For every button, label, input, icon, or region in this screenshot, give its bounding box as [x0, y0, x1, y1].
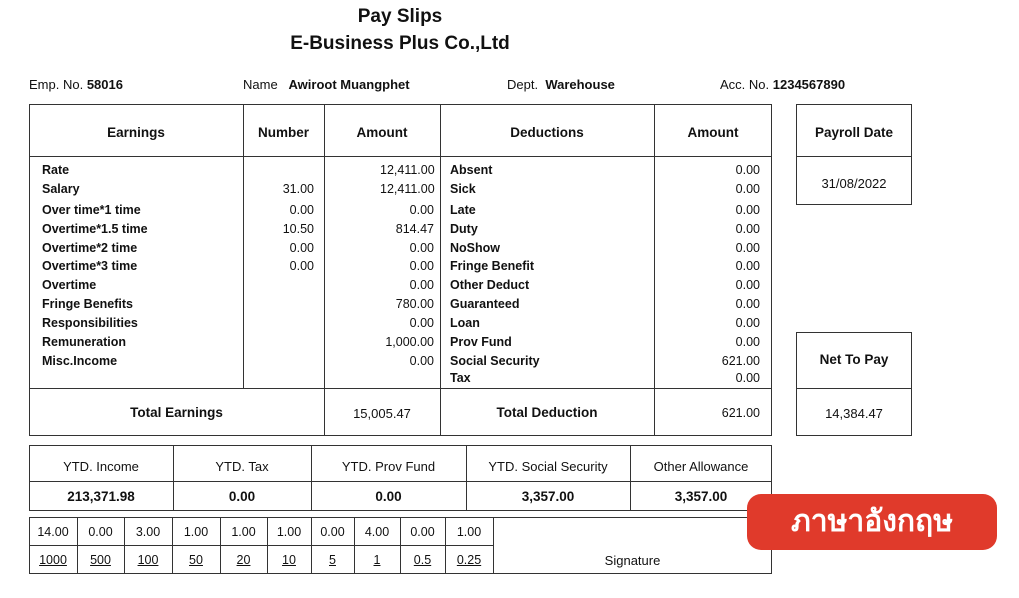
earning-label: Over time*1 time	[42, 203, 141, 217]
earning-label: Overtime*1.5 time	[42, 222, 148, 236]
signature-label: Signature	[604, 553, 661, 568]
number-header: Number	[257, 125, 309, 140]
denom-value: 20	[236, 553, 251, 567]
deduction-amount: 0.00	[735, 316, 760, 330]
denom-value: 50	[189, 553, 203, 567]
denom-value: 1	[373, 553, 381, 567]
col-divider-3	[440, 104, 441, 436]
earning-label: Overtime	[42, 278, 97, 292]
other-allowance-value: 3,357.00	[674, 489, 728, 504]
deductions-header: Deductions	[510, 125, 584, 140]
deduction-label: Prov Fund	[450, 335, 512, 349]
earning-amount: 12,411.00	[380, 182, 435, 196]
col-divider-4	[654, 104, 655, 436]
earning-label: Responsibilities	[42, 316, 138, 330]
totals-divider	[29, 388, 772, 389]
denom-value: 500	[90, 553, 111, 567]
amount2-header: Amount	[687, 125, 739, 140]
earning-amount: 0.00	[409, 316, 434, 330]
earning-number: 31.00	[282, 182, 314, 196]
acc-label: Acc. No.	[720, 77, 770, 92]
denom-value: 0.5	[413, 553, 432, 567]
name-field	[243, 77, 410, 92]
deduction-label: Tax	[450, 371, 471, 385]
dept-value: Warehouse	[545, 77, 615, 92]
language-badge: ภาษาอังกฤษ	[747, 494, 997, 550]
denom-count: 4.00	[364, 525, 390, 539]
deduction-label: Sick	[450, 182, 476, 196]
deduction-label: Social Security	[450, 354, 540, 368]
payroll-date-divider	[796, 156, 912, 157]
ytd-tax-value: 0.00	[228, 489, 256, 504]
emp-no-label: Emp. No.	[29, 77, 84, 92]
company-name: E-Business Plus Co.,Ltd	[290, 33, 510, 54]
deduction-amount: 621.00	[721, 354, 760, 368]
denom-count: 0.00	[320, 525, 345, 539]
earning-amount: 0.00	[409, 241, 434, 255]
deduction-amount: 0.00	[735, 182, 760, 196]
denom-value: 0.25	[456, 553, 482, 567]
deduction-amount: 0.00	[735, 278, 760, 292]
deduction-label: NoShow	[450, 241, 500, 255]
deduction-amount: 0.00	[735, 241, 760, 255]
denom-count: 0.00	[410, 525, 435, 539]
earning-amount: 0.00	[409, 203, 434, 217]
denom-count: 1.00	[231, 525, 256, 539]
earning-label: Overtime*2 time	[42, 241, 138, 255]
denom-count: 1.00	[183, 525, 209, 539]
earning-label: Fringe Benefits	[42, 297, 133, 311]
page-title: Pay Slips	[357, 6, 443, 27]
ytd-tax-label: YTD. Tax	[215, 459, 269, 474]
ytd-prov-fund-value: 0.00	[375, 489, 402, 504]
denom-value: 1000	[39, 553, 67, 567]
total-deduction-label: Total Deduction	[496, 405, 598, 420]
deduction-amount: 0.00	[735, 222, 760, 236]
earning-number: 0.00	[289, 241, 314, 255]
denom-count: 1.00	[456, 525, 482, 539]
name-label: Name	[243, 77, 278, 92]
deduction-amount: 0.00	[735, 163, 760, 177]
header-divider	[29, 156, 772, 157]
earning-label: Overtime*3 time	[42, 259, 138, 273]
ytd-income-label: YTD. Income	[63, 459, 139, 474]
denom-count: 1.00	[276, 525, 302, 539]
deduction-label: Loan	[450, 316, 480, 330]
ytd-income-value: 213,371.98	[67, 489, 135, 504]
total-deduction-value: 621.00	[721, 406, 760, 420]
payroll-date-value: 31/08/2022	[821, 176, 887, 191]
earning-amount: 0.00	[409, 354, 434, 368]
deduction-amount: 0.00	[735, 203, 760, 217]
ytd-divider	[29, 481, 772, 482]
earnings-header: Earnings	[107, 125, 165, 140]
earning-label: Salary	[42, 182, 80, 196]
earning-amount: 0.00	[409, 278, 434, 292]
earning-label: Rate	[42, 163, 70, 177]
denom-divider	[29, 545, 493, 546]
earning-label: Remuneration	[42, 335, 127, 349]
earning-amount: 814.47	[395, 222, 434, 236]
denom-count: 3.00	[135, 525, 161, 539]
deduction-amount: 0.00	[735, 259, 760, 273]
earning-label: Misc.Income	[42, 354, 118, 368]
total-earnings-label: Total Earnings	[130, 405, 223, 420]
deduction-amount: 0.00	[735, 371, 760, 385]
other-allowance-label: Other Allowance	[653, 459, 749, 474]
deduction-amount: 0.00	[735, 297, 760, 311]
earning-number: 0.00	[289, 203, 314, 217]
dept-field	[507, 77, 615, 92]
net-to-pay-value: 14,384.47	[825, 406, 883, 421]
earning-number: 0.00	[289, 259, 314, 273]
earning-amount: 780.00	[395, 297, 434, 311]
col-divider-1	[243, 104, 244, 388]
denom-value: 10	[282, 553, 296, 567]
earning-amount: 1,000.00	[385, 335, 434, 349]
deduction-label: Fringe Benefit	[450, 259, 535, 273]
ytd-social-security-label: YTD. Social Security	[488, 459, 608, 474]
denom-value: 100	[137, 553, 159, 567]
emp-no-value: 58016	[86, 77, 123, 92]
net-to-pay-divider	[796, 388, 912, 389]
earning-number: 10.50	[282, 222, 314, 236]
denom-count: 14.00	[37, 525, 69, 539]
deduction-label: Duty	[450, 222, 478, 236]
denom-value: 5	[329, 553, 336, 567]
name-value: Awiroot Muangphet	[288, 77, 410, 92]
ytd-social-security-value: 3,357.00	[521, 489, 575, 504]
deduction-label: Other Deduct	[450, 278, 530, 292]
denom-count: 0.00	[88, 525, 113, 539]
emp-no-field	[29, 77, 123, 92]
ytd-prov-fund-label: YTD. Prov Fund	[341, 459, 436, 474]
deduction-label: Absent	[450, 163, 493, 177]
col-divider-2	[324, 104, 325, 436]
earning-amount: 12,411.00	[380, 163, 435, 177]
amount-header: Amount	[356, 125, 408, 140]
earning-amount: 0.00	[409, 259, 434, 273]
acc-value: 1234567890	[772, 77, 846, 92]
acc-field	[720, 77, 845, 92]
payroll-date-label: Payroll Date	[814, 125, 894, 140]
total-earnings-value: 15,005.47	[353, 406, 411, 421]
deduction-amount: 0.00	[735, 335, 760, 349]
deduction-label: Guaranteed	[450, 297, 520, 311]
net-to-pay-label: Net To Pay	[819, 352, 889, 367]
deduction-label: Late	[450, 203, 476, 217]
dept-label: Dept.	[507, 77, 539, 92]
